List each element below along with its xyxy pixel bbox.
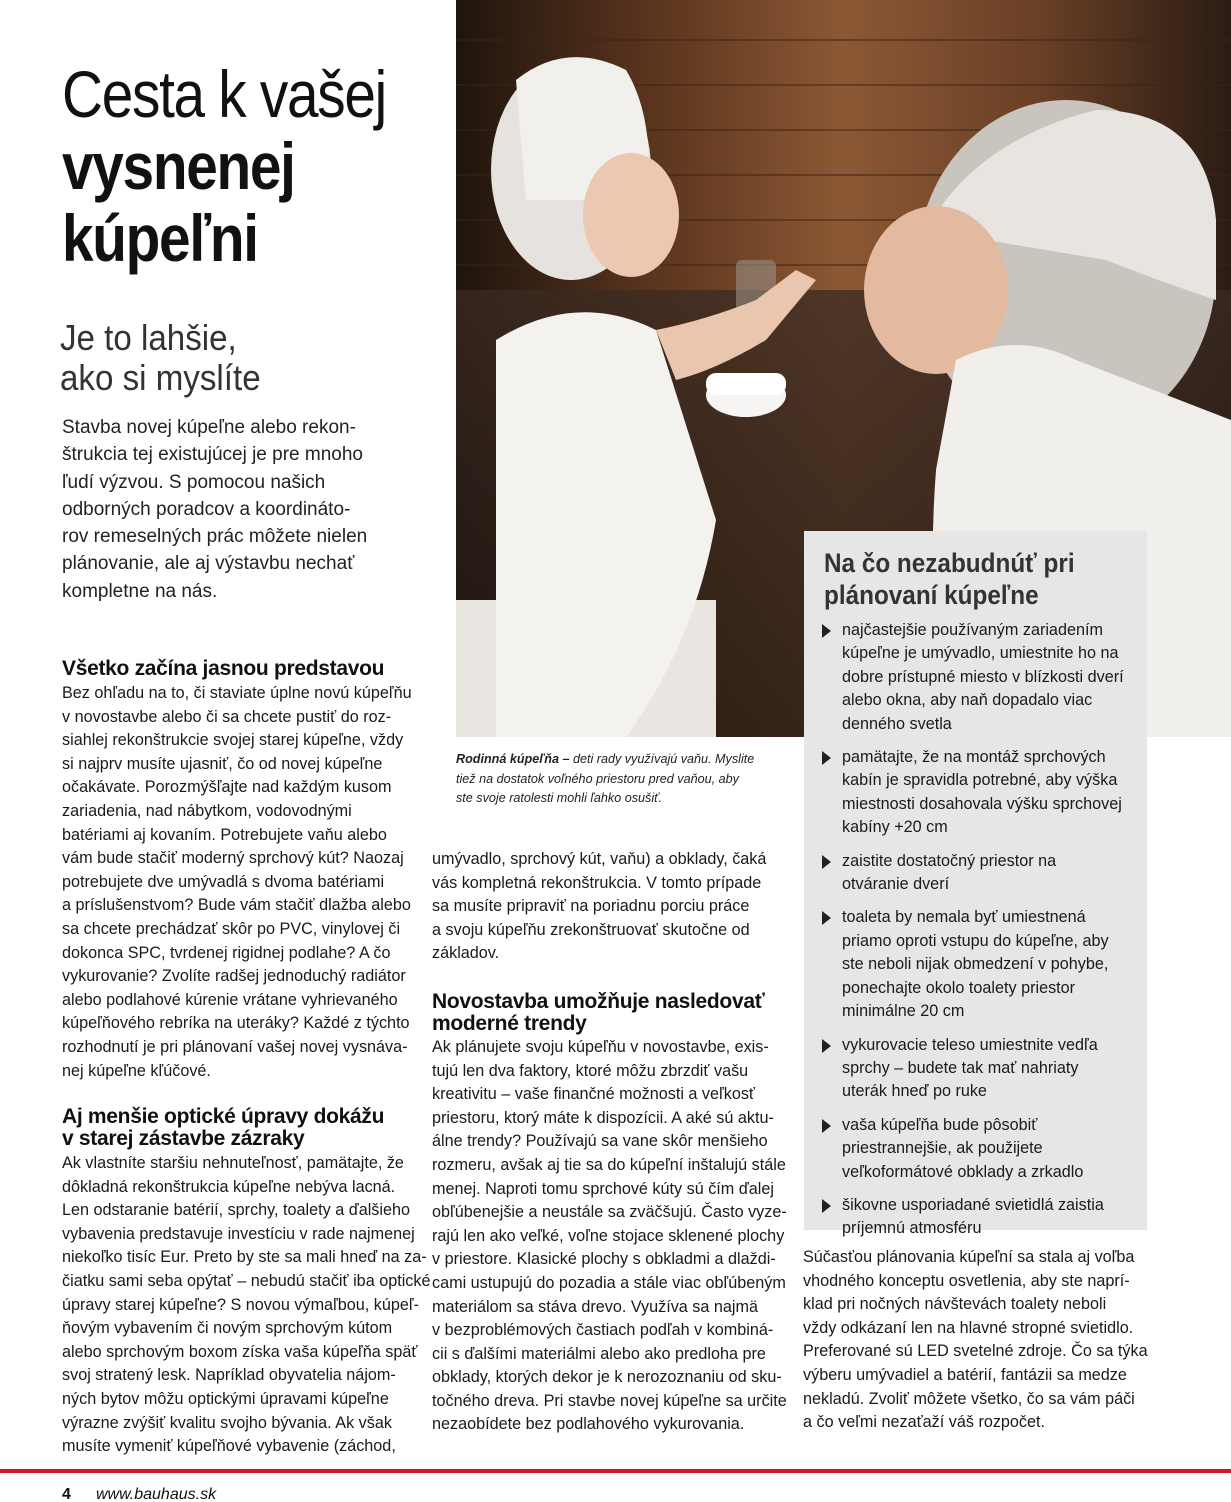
body-line: v priestore. Klasické plochy s obkladmi a dlaždi- xyxy=(432,1250,776,1269)
body-line: sa chcete prechádzať skôr po PVC, vinylovej či xyxy=(62,919,401,938)
column-right xyxy=(803,1246,1148,1435)
tip-line: priamo oproti vstupu do kúpeľne, aby xyxy=(842,931,1109,950)
caption-line xyxy=(456,750,786,770)
tip-item xyxy=(822,1114,1142,1184)
page-number: 4 xyxy=(62,1486,71,1502)
tips-title-line: Na čo nezabudnúť pri xyxy=(824,548,1075,578)
tip-line: uterák hneď po ruke xyxy=(842,1082,987,1101)
body-line: výrazne zvýšiť kvalitu svojho bývania. Ak však xyxy=(62,1413,392,1432)
title-line-bold-1: vysnenej xyxy=(62,129,295,203)
tips-box-title xyxy=(824,547,1112,611)
body-line: cami ustupujú do pozadia a stále viac obľúbeným xyxy=(432,1273,786,1292)
heading-line: Aj menšie optické úpravy dokážu xyxy=(62,1105,385,1129)
caption-text: deti rady využívajú vaňu. Myslite xyxy=(569,752,755,766)
tip-line: denného svetla xyxy=(842,714,952,733)
triangle-bullet-icon xyxy=(822,855,831,869)
triangle-bullet-icon xyxy=(822,1039,831,1053)
intro-paragraph xyxy=(62,414,392,605)
tip-line: vykurovacie teleso umiestnite vedľa xyxy=(842,1035,1098,1054)
tip-line: šikovne usporiadané svietidlá zaistia xyxy=(842,1195,1104,1214)
tip-line: alebo okna, aby naň dopadalo viac xyxy=(842,691,1093,710)
body-line: vykurovanie? Zvolíte radšej jednoduchý radiátor xyxy=(62,967,406,986)
tip-line: dobre prístupné miesto v blízkosti dverí xyxy=(842,667,1124,686)
subtitle-line-1: Je to lahšie, xyxy=(60,317,237,358)
heading-line: moderné trendy xyxy=(432,1011,587,1035)
body-line: nezaobídete bez podlahového vykurovania. xyxy=(432,1415,745,1434)
body-line: álne trendy? Používajú sa vane skôr menšieho xyxy=(432,1132,768,1151)
body-line: siahlej rekonštrukcie svojej starej kúpeľne, vždy xyxy=(62,731,404,750)
section-body xyxy=(62,1152,431,1459)
photo-caption xyxy=(456,750,786,809)
body-line: tujú len dva faktory, ktoré môžu zbrzdiť vašu xyxy=(432,1061,749,1080)
intro-line: plánovanie, ale aj výstavbu nechať xyxy=(62,553,355,575)
triangle-bullet-icon xyxy=(822,911,831,925)
title-line-light: Cesta k vašej xyxy=(62,57,386,131)
tip-item xyxy=(822,850,1142,897)
body-line: vám bude stačiť moderný sprchový kút? Naozaj xyxy=(62,849,404,868)
section-heading xyxy=(62,1106,404,1150)
section-body xyxy=(432,1036,787,1437)
tip-line: kabín je spravidla potrebné, aby výška xyxy=(842,771,1118,790)
body-line: a čo veľmi nezaťaží váš rozpočet. xyxy=(803,1413,1046,1432)
body-line: obľúbenejšie a neustále sa zväčšujú. Často vyze- xyxy=(432,1203,787,1222)
tip-line: príjemnú atmosféru xyxy=(842,1219,982,1238)
intro-line: odborných poradcov a koordináto- xyxy=(62,498,351,520)
intro-line: kompletne na nás. xyxy=(62,580,218,602)
section-body xyxy=(432,848,774,966)
heading-line: Novostavba umožňuje nasledovať xyxy=(432,989,765,1013)
body-line: obklady, ktorých dekor je k nerozoznaniu od sku- xyxy=(432,1368,782,1387)
body-line: vždy odkázaní len na hlavné stropné svietidlo. xyxy=(803,1318,1134,1337)
tip-item xyxy=(822,1034,1142,1104)
body-line: točného dreva. Pri stavbe novej kúpeľne sa určite xyxy=(432,1391,787,1410)
body-line: rozmeru, avšak aj tie sa do kúpeľní inštalujú stále xyxy=(432,1155,786,1174)
triangle-bullet-icon xyxy=(822,751,831,765)
body-line: dôkladná rekonštrukcia kúpeľne nebýva lacná. xyxy=(62,1177,396,1196)
caption-line: tiež na dostatok voľného priestoru pred vaňou, aby xyxy=(456,771,739,786)
body-line: čiatku sami seba opýtať – nebudú stačiť iba optické xyxy=(62,1272,431,1291)
caption-line: ste svoje ratolesti mohli ľahko osušiť. xyxy=(456,791,663,805)
body-line: alebo sprchovým boxom získa vaša kúpeľňa späť xyxy=(62,1342,418,1361)
tips-box xyxy=(804,531,1147,1238)
tip-item xyxy=(822,746,1142,840)
footer-rule xyxy=(0,1469,1231,1473)
tip-line: ste neboli nijak obmedzení v pohybe, xyxy=(842,955,1109,974)
title-line-bold-2: kúpeľni xyxy=(62,201,258,275)
body-line: Ak vlastníte staršiu nehnuteľnosť, pamätajte, že xyxy=(62,1154,404,1173)
intro-line: rov remeselných prác môžete nielen xyxy=(62,526,368,548)
intro-line: ľudí výzvou. S pomocou našich xyxy=(62,471,326,493)
tip-line: ponechajte okolo toalety priestor xyxy=(842,978,1076,997)
body-line: dokonca SPC, tvrdenej rigidnej podlahe? A čo xyxy=(62,943,391,962)
subtitle xyxy=(60,318,410,398)
tips-title-line: plánovaní kúpeľne xyxy=(824,580,1039,610)
body-line: priestoru, ktorý máte k dispozícii. A aké sú aktu- xyxy=(432,1108,774,1127)
tip-line: priestrannejšie, ak použijete xyxy=(842,1139,1043,1158)
body-line: základov. xyxy=(432,944,500,963)
body-line: batériami aj kovaním. Potrebujete vaňu alebo xyxy=(62,825,387,844)
tip-item xyxy=(822,619,1142,736)
body-line: si najprv musíte ujasniť, čo od novej kúpeľne xyxy=(62,754,383,773)
tip-line: minimálne 20 cm xyxy=(842,1002,965,1021)
intro-line: štrukcia tej existujúcej je pre mnoho xyxy=(62,444,363,466)
body-line: potrebujete dve umývadlá s dvoma batériami xyxy=(62,872,385,891)
body-line: Súčasťou plánovania kúpeľní sa stala aj voľba xyxy=(803,1248,1135,1266)
body-line: ných bytov môžu optickými úpravami kúpeľne xyxy=(62,1390,389,1409)
tip-line: zaistite dostatočný priestor na xyxy=(842,851,1057,870)
body-line: zariadenia, nad nábytkom, vodovodnými xyxy=(62,801,352,820)
body-line: svoj stratený lesk. Napríklad obyvatelia nájom- xyxy=(62,1366,396,1385)
column-middle xyxy=(432,848,787,1437)
body-line: v novostavbe alebo či sa chcete pustiť do roz- xyxy=(62,707,392,726)
body-line: nej kúpeľne kľúčové. xyxy=(62,1061,211,1080)
page-title xyxy=(62,58,452,274)
body-line: cii s ďalšími materiálmi alebo ako predloha pre xyxy=(432,1344,766,1363)
body-line: Ak plánujete svoju kúpeľňu v novostavbe, exis- xyxy=(432,1037,769,1056)
body-line: menej. Naproti tomu sprchové kúty sú čím ďalej xyxy=(432,1179,774,1198)
body-line: umývadlo, sprchový kút, vaňu) a obklady, čaká xyxy=(432,850,767,868)
section-heading xyxy=(432,991,774,1035)
body-line: musíte vymeniť kúpeľňové vybavenie (záchod, xyxy=(62,1437,396,1456)
body-line: a príslušenstvom? Bude vám stačiť dlažba alebo xyxy=(62,896,411,915)
heading-line: Všetko začína jasnou predstavou xyxy=(62,657,385,680)
tip-line: pamätajte, že na montáž sprchových xyxy=(842,748,1106,767)
body-line: výberu umývadiel a batérií, fantázii sa medze xyxy=(803,1365,1127,1384)
section-body xyxy=(62,682,412,1083)
body-line: rozhodnutí je pri plánovaní vašej novej vysnáva- xyxy=(62,1037,408,1056)
body-line: nekladú. Zvoliť môžete všetko, čo sa vám páči xyxy=(803,1389,1135,1408)
tip-line: vaša kúpeľňa bude pôsobiť xyxy=(842,1115,1038,1134)
body-line: vybavenia predstavuje investíciu v rade najmenej xyxy=(62,1224,415,1243)
subtitle-line-2: ako si myslíte xyxy=(60,357,261,398)
tip-line: najčastejšie používaným zariadením xyxy=(842,621,1103,639)
footer-url[interactable]: www.bauhaus.sk xyxy=(96,1486,217,1502)
body-line: očakávate. Porozmýšľajte nad každým kusom xyxy=(62,778,392,797)
body-line: kúpeľňového rebríka na uteráky? Každé z týchto xyxy=(62,1014,410,1033)
tip-item xyxy=(822,1194,1142,1241)
body-line: klad pri nočných návštevách toalety neboli xyxy=(803,1295,1107,1314)
body-line: Preferované sú LED svetelné zdroje. Čo sa týka xyxy=(803,1342,1148,1361)
tip-line: otváranie dverí xyxy=(842,875,950,894)
body-line: rajú len ako veľké, voľne stojace sklenené plochy xyxy=(432,1226,785,1245)
tip-line: veľkoformátové obklady a zrkadlo xyxy=(842,1162,1084,1181)
body-line: vhodného konceptu osvetlenia, aby ste naprí- xyxy=(803,1271,1130,1290)
tip-line: miestnosti dosahovala výšku sprchovej xyxy=(842,794,1122,813)
triangle-bullet-icon xyxy=(822,1199,831,1213)
intro-line: Stavba novej kúpeľne alebo rekon- xyxy=(62,417,356,438)
body-line: ňovým vybavením či novým sprchovým kútom xyxy=(62,1319,393,1338)
body-line: v bezproblémových častiach podľah v kombiná- xyxy=(432,1321,774,1340)
body-line: Len odstaranie batérií, sprchy, toalety a ďalšieho xyxy=(62,1201,410,1220)
body-line: sa musíte pripraviť na poriadnu porciu práce xyxy=(432,897,750,916)
triangle-bullet-icon xyxy=(822,1119,831,1133)
tip-line: sprchy – budete tak mať nahriaty xyxy=(842,1058,1079,1077)
body-line: a svoju kúpeľňu zrekonštruovať skutočne od xyxy=(432,920,750,939)
section-heading xyxy=(62,658,404,680)
tip-line: kúpeľne je umývadlo, umiestnite ho na xyxy=(842,644,1119,663)
tip-line: kabíny +20 cm xyxy=(842,818,948,837)
caption-bold: Rodinná kúpeľňa – xyxy=(456,752,570,766)
body-line: kreativitu – vaše finančné možnosti a veľkosť xyxy=(432,1085,756,1104)
tip-item xyxy=(822,906,1142,1023)
section-body xyxy=(803,1246,1148,1435)
tips-list xyxy=(822,619,1142,1251)
body-line: Bez ohľadu na to, či staviate úplne novú kúpeľňu xyxy=(62,684,412,702)
body-line: vás kompletná rekonštrukcia. V tomto prípade xyxy=(432,873,762,892)
tip-line: toaleta by nemala byť umiestnená xyxy=(842,908,1086,927)
body-line: niekoľko tisíc Eur. Preto by ste sa mali hneď na za- xyxy=(62,1248,427,1267)
body-line: materiálom sa stáva drevo. Využíva sa najmä xyxy=(432,1297,758,1316)
body-line: úpravy starej kúpeľne? S novou výmaľbou, kúpeľ- xyxy=(62,1295,419,1314)
heading-line: v starej zástavbe zázraky xyxy=(62,1127,305,1151)
body-line: alebo podlahové kúrenie vrátane vyhrievaného xyxy=(62,990,398,1009)
column-left xyxy=(62,657,431,1459)
triangle-bullet-icon xyxy=(822,624,831,638)
